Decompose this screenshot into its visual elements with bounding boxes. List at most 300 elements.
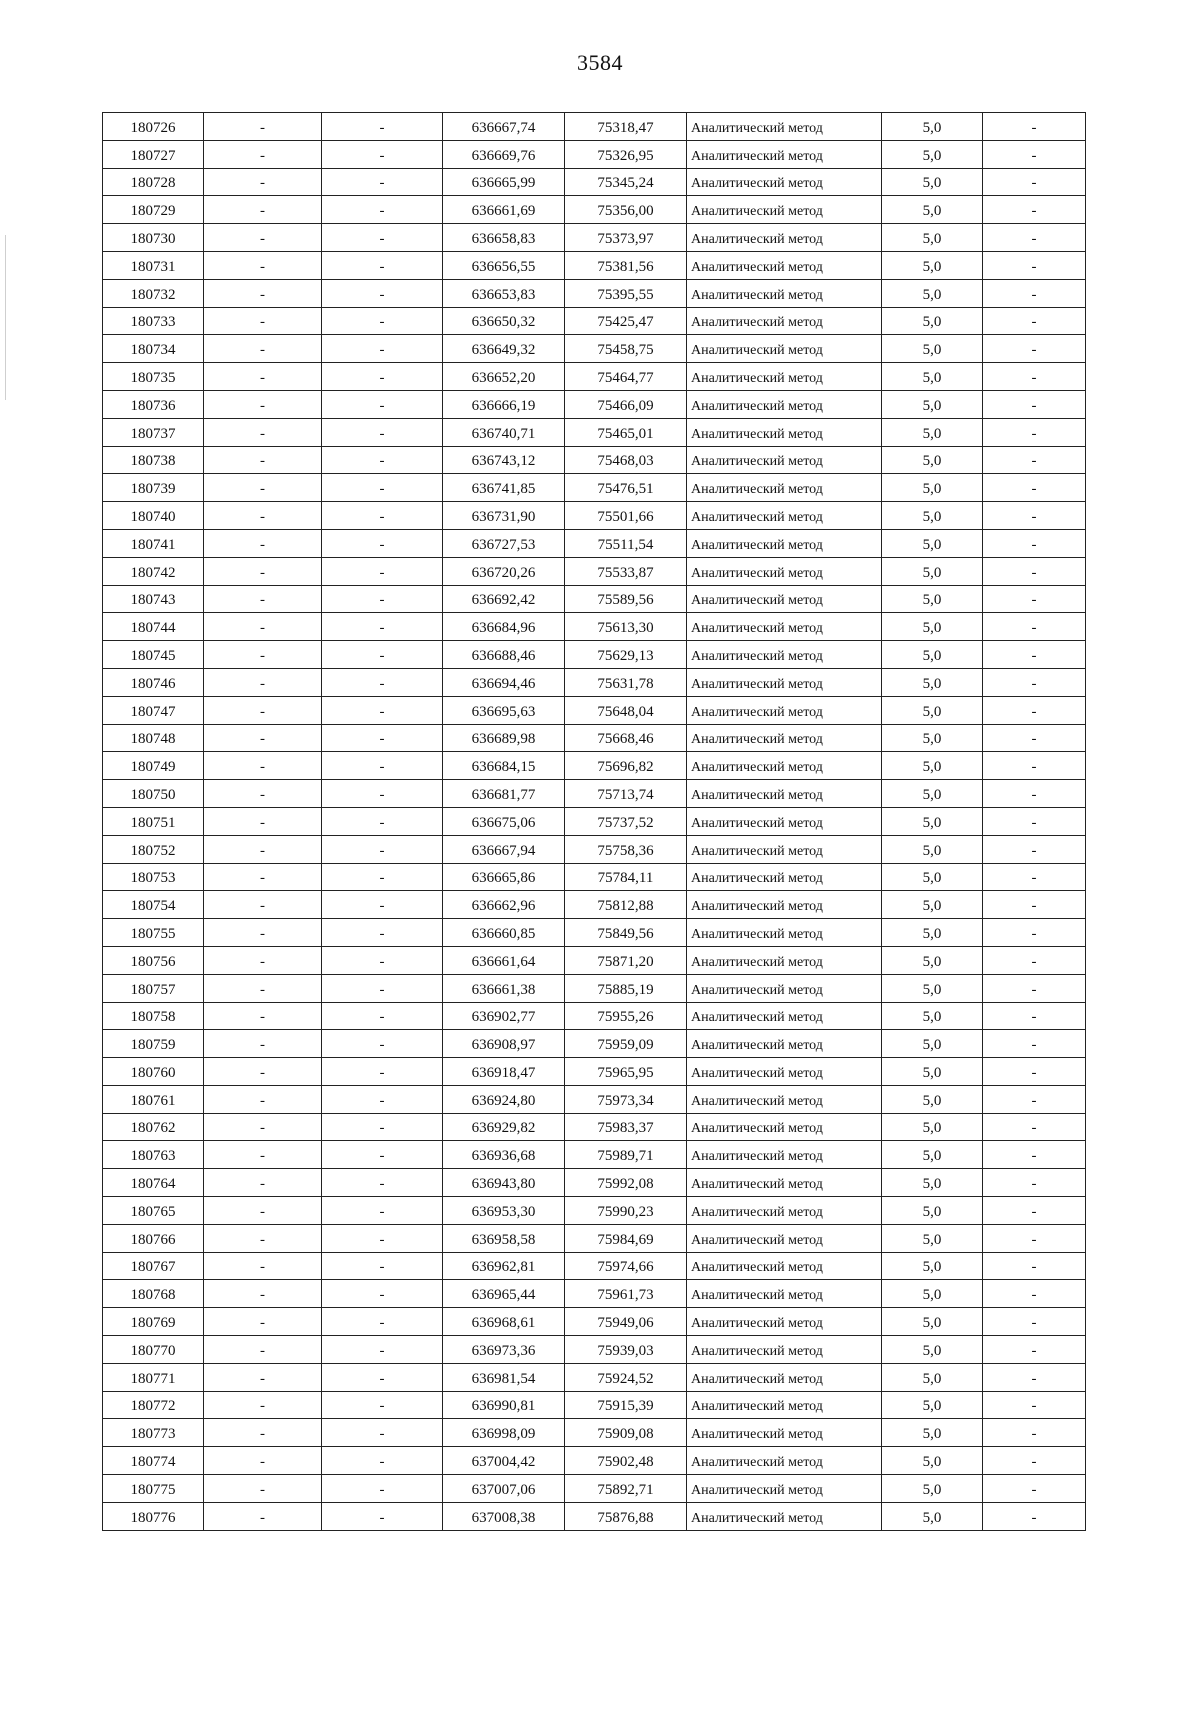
y-coordinate-cell: 75476,51 (565, 474, 687, 502)
method-cell: Аналитический метод (687, 1502, 882, 1530)
empty-value-cell: - (204, 1502, 322, 1530)
empty-value-cell: - (322, 668, 443, 696)
point-number-cell: 180757 (103, 974, 204, 1002)
x-coordinate-cell: 636667,94 (443, 835, 565, 863)
empty-value-cell: - (322, 363, 443, 391)
empty-value-cell: - (204, 1113, 322, 1141)
method-cell: Аналитический метод (687, 863, 882, 891)
accuracy-cell: 5,0 (882, 335, 983, 363)
table-row (103, 1502, 1086, 1530)
empty-value-cell: - (983, 696, 1086, 724)
y-coordinate-cell: 75871,20 (565, 946, 687, 974)
empty-value-cell: - (322, 1475, 443, 1503)
empty-value-cell: - (322, 474, 443, 502)
accuracy-cell: 5,0 (882, 1113, 983, 1141)
x-coordinate-cell: 636692,42 (443, 585, 565, 613)
y-coordinate-cell: 75902,48 (565, 1447, 687, 1475)
table-row (103, 1308, 1086, 1336)
table-row (103, 307, 1086, 335)
empty-value-cell: - (204, 1419, 322, 1447)
method-cell: Аналитический метод (687, 446, 882, 474)
accuracy-cell: 5,0 (882, 279, 983, 307)
table-row (103, 1391, 1086, 1419)
accuracy-cell: 5,0 (882, 780, 983, 808)
method-cell: Аналитический метод (687, 752, 882, 780)
method-cell: Аналитический метод (687, 279, 882, 307)
table-row (103, 168, 1086, 196)
x-coordinate-cell: 636924,80 (443, 1085, 565, 1113)
table-row (103, 668, 1086, 696)
method-cell: Аналитический метод (687, 1280, 882, 1308)
point-number-cell: 180773 (103, 1419, 204, 1447)
accuracy-cell: 5,0 (882, 1419, 983, 1447)
accuracy-cell: 5,0 (882, 613, 983, 641)
point-number-cell: 180743 (103, 585, 204, 613)
empty-value-cell: - (983, 919, 1086, 947)
coordinates-table (102, 112, 1086, 1531)
table-row (103, 1030, 1086, 1058)
method-cell: Аналитический метод (687, 919, 882, 947)
empty-value-cell: - (322, 418, 443, 446)
x-coordinate-cell: 636936,68 (443, 1141, 565, 1169)
point-number-cell: 180744 (103, 613, 204, 641)
table-row (103, 557, 1086, 585)
empty-value-cell: - (322, 307, 443, 335)
x-coordinate-cell: 636669,76 (443, 140, 565, 168)
empty-value-cell: - (322, 1058, 443, 1086)
y-coordinate-cell: 75326,95 (565, 140, 687, 168)
empty-value-cell: - (204, 752, 322, 780)
empty-value-cell: - (204, 279, 322, 307)
accuracy-cell: 5,0 (882, 502, 983, 530)
table-row (103, 279, 1086, 307)
empty-value-cell: - (983, 780, 1086, 808)
method-cell: Аналитический метод (687, 1252, 882, 1280)
empty-value-cell: - (322, 1280, 443, 1308)
empty-value-cell: - (983, 557, 1086, 585)
empty-value-cell: - (322, 502, 443, 530)
empty-value-cell: - (983, 1002, 1086, 1030)
x-coordinate-cell: 636902,77 (443, 1002, 565, 1030)
y-coordinate-cell: 75959,09 (565, 1030, 687, 1058)
method-cell: Аналитический метод (687, 724, 882, 752)
method-cell: Аналитический метод (687, 390, 882, 418)
accuracy-cell: 5,0 (882, 140, 983, 168)
empty-value-cell: - (983, 613, 1086, 641)
method-cell: Аналитический метод (687, 1308, 882, 1336)
point-number-cell: 180759 (103, 1030, 204, 1058)
empty-value-cell: - (983, 1280, 1086, 1308)
point-number-cell: 180776 (103, 1502, 204, 1530)
accuracy-cell: 5,0 (882, 474, 983, 502)
empty-value-cell: - (983, 1058, 1086, 1086)
method-cell: Аналитический метод (687, 1058, 882, 1086)
x-coordinate-cell: 636665,99 (443, 168, 565, 196)
empty-value-cell: - (204, 919, 322, 947)
empty-value-cell: - (983, 1197, 1086, 1225)
x-coordinate-cell: 636731,90 (443, 502, 565, 530)
table-row (103, 1224, 1086, 1252)
y-coordinate-cell: 75631,78 (565, 668, 687, 696)
x-coordinate-cell: 636665,86 (443, 863, 565, 891)
empty-value-cell: - (322, 1308, 443, 1336)
point-number-cell: 180755 (103, 919, 204, 947)
empty-value-cell: - (322, 752, 443, 780)
empty-value-cell: - (204, 307, 322, 335)
method-cell: Аналитический метод (687, 585, 882, 613)
table-row (103, 1113, 1086, 1141)
empty-value-cell: - (322, 279, 443, 307)
empty-value-cell: - (983, 1336, 1086, 1364)
empty-value-cell: - (322, 113, 443, 141)
y-coordinate-cell: 75533,87 (565, 557, 687, 585)
accuracy-cell: 5,0 (882, 1447, 983, 1475)
table-row (103, 1058, 1086, 1086)
x-coordinate-cell: 636650,32 (443, 307, 565, 335)
table-row (103, 585, 1086, 613)
empty-value-cell: - (983, 1475, 1086, 1503)
y-coordinate-cell: 75613,30 (565, 613, 687, 641)
accuracy-cell: 5,0 (882, 946, 983, 974)
empty-value-cell: - (204, 335, 322, 363)
empty-value-cell: - (322, 1197, 443, 1225)
page-number: 3584 (577, 50, 623, 75)
accuracy-cell: 5,0 (882, 1224, 983, 1252)
accuracy-cell: 5,0 (882, 724, 983, 752)
table-row (103, 1336, 1086, 1364)
x-coordinate-cell: 636675,06 (443, 807, 565, 835)
accuracy-cell: 5,0 (882, 974, 983, 1002)
empty-value-cell: - (204, 1308, 322, 1336)
x-coordinate-cell: 636661,69 (443, 196, 565, 224)
table-row (103, 1447, 1086, 1475)
empty-value-cell: - (322, 641, 443, 669)
y-coordinate-cell: 75915,39 (565, 1391, 687, 1419)
empty-value-cell: - (204, 1002, 322, 1030)
x-coordinate-cell: 636660,85 (443, 919, 565, 947)
point-number-cell: 180742 (103, 557, 204, 585)
empty-value-cell: - (204, 891, 322, 919)
accuracy-cell: 5,0 (882, 307, 983, 335)
method-cell: Аналитический метод (687, 1363, 882, 1391)
point-number-cell: 180752 (103, 835, 204, 863)
method-cell: Аналитический метод (687, 807, 882, 835)
empty-value-cell: - (983, 1447, 1086, 1475)
method-cell: Аналитический метод (687, 1169, 882, 1197)
accuracy-cell: 5,0 (882, 168, 983, 196)
empty-value-cell: - (322, 1252, 443, 1280)
point-number-cell: 180764 (103, 1169, 204, 1197)
empty-value-cell: - (983, 168, 1086, 196)
empty-value-cell: - (204, 1280, 322, 1308)
method-cell: Аналитический метод (687, 140, 882, 168)
empty-value-cell: - (322, 1391, 443, 1419)
point-number-cell: 180747 (103, 696, 204, 724)
accuracy-cell: 5,0 (882, 1502, 983, 1530)
y-coordinate-cell: 75511,54 (565, 529, 687, 557)
empty-value-cell: - (322, 557, 443, 585)
accuracy-cell: 5,0 (882, 696, 983, 724)
empty-value-cell: - (983, 891, 1086, 919)
accuracy-cell: 5,0 (882, 835, 983, 863)
method-cell: Аналитический метод (687, 251, 882, 279)
x-coordinate-cell: 636681,77 (443, 780, 565, 808)
empty-value-cell: - (322, 585, 443, 613)
y-coordinate-cell: 75458,75 (565, 335, 687, 363)
x-coordinate-cell: 636968,61 (443, 1308, 565, 1336)
point-number-cell: 180756 (103, 946, 204, 974)
empty-value-cell: - (983, 1085, 1086, 1113)
y-coordinate-cell: 75668,46 (565, 724, 687, 752)
point-number-cell: 180727 (103, 140, 204, 168)
x-coordinate-cell: 636727,53 (443, 529, 565, 557)
empty-value-cell: - (204, 251, 322, 279)
method-cell: Аналитический метод (687, 1391, 882, 1419)
method-cell: Аналитический метод (687, 363, 882, 391)
table-row (103, 113, 1086, 141)
empty-value-cell: - (322, 1419, 443, 1447)
method-cell: Аналитический метод (687, 474, 882, 502)
empty-value-cell: - (322, 724, 443, 752)
method-cell: Аналитический метод (687, 1113, 882, 1141)
accuracy-cell: 5,0 (882, 641, 983, 669)
empty-value-cell: - (204, 1058, 322, 1086)
point-number-cell: 180774 (103, 1447, 204, 1475)
accuracy-cell: 5,0 (882, 585, 983, 613)
table-row (103, 529, 1086, 557)
accuracy-cell: 5,0 (882, 446, 983, 474)
table-row (103, 974, 1086, 1002)
empty-value-cell: - (204, 196, 322, 224)
empty-value-cell: - (322, 1447, 443, 1475)
empty-value-cell: - (322, 446, 443, 474)
empty-value-cell: - (983, 752, 1086, 780)
table-row (103, 1363, 1086, 1391)
empty-value-cell: - (204, 668, 322, 696)
table-row (103, 919, 1086, 947)
point-number-cell: 180726 (103, 113, 204, 141)
accuracy-cell: 5,0 (882, 891, 983, 919)
point-number-cell: 180728 (103, 168, 204, 196)
method-cell: Аналитический метод (687, 1336, 882, 1364)
empty-value-cell: - (322, 1141, 443, 1169)
empty-value-cell: - (983, 1502, 1086, 1530)
y-coordinate-cell: 75629,13 (565, 641, 687, 669)
empty-value-cell: - (322, 1002, 443, 1030)
empty-value-cell: - (322, 835, 443, 863)
x-coordinate-cell: 636653,83 (443, 279, 565, 307)
method-cell: Аналитический метод (687, 641, 882, 669)
y-coordinate-cell: 75974,66 (565, 1252, 687, 1280)
accuracy-cell: 5,0 (882, 224, 983, 252)
table-row (103, 390, 1086, 418)
empty-value-cell: - (204, 474, 322, 502)
empty-value-cell: - (983, 1308, 1086, 1336)
method-cell: Аналитический метод (687, 1447, 882, 1475)
x-coordinate-cell: 636720,26 (443, 557, 565, 585)
accuracy-cell: 5,0 (882, 752, 983, 780)
y-coordinate-cell: 75758,36 (565, 835, 687, 863)
empty-value-cell: - (204, 113, 322, 141)
x-coordinate-cell: 636688,46 (443, 641, 565, 669)
table-row (103, 780, 1086, 808)
point-number-cell: 180729 (103, 196, 204, 224)
x-coordinate-cell: 636990,81 (443, 1391, 565, 1419)
empty-value-cell: - (204, 140, 322, 168)
empty-value-cell: - (983, 113, 1086, 141)
accuracy-cell: 5,0 (882, 196, 983, 224)
point-number-cell: 180739 (103, 474, 204, 502)
point-number-cell: 180754 (103, 891, 204, 919)
point-number-cell: 180741 (103, 529, 204, 557)
x-coordinate-cell: 636689,98 (443, 724, 565, 752)
x-coordinate-cell: 636973,36 (443, 1336, 565, 1364)
empty-value-cell: - (204, 1475, 322, 1503)
accuracy-cell: 5,0 (882, 557, 983, 585)
table-row (103, 1085, 1086, 1113)
empty-value-cell: - (983, 1224, 1086, 1252)
y-coordinate-cell: 75373,97 (565, 224, 687, 252)
point-number-cell: 180766 (103, 1224, 204, 1252)
accuracy-cell: 5,0 (882, 1252, 983, 1280)
empty-value-cell: - (204, 1197, 322, 1225)
empty-value-cell: - (983, 224, 1086, 252)
accuracy-cell: 5,0 (882, 1169, 983, 1197)
y-coordinate-cell: 75812,88 (565, 891, 687, 919)
point-number-cell: 180748 (103, 724, 204, 752)
empty-value-cell: - (204, 613, 322, 641)
empty-value-cell: - (322, 974, 443, 1002)
empty-value-cell: - (983, 196, 1086, 224)
table-row (103, 807, 1086, 835)
empty-value-cell: - (204, 1141, 322, 1169)
table-body (103, 113, 1086, 1531)
empty-value-cell: - (204, 1363, 322, 1391)
table-row (103, 613, 1086, 641)
x-coordinate-cell: 636908,97 (443, 1030, 565, 1058)
y-coordinate-cell: 75466,09 (565, 390, 687, 418)
y-coordinate-cell: 75973,34 (565, 1085, 687, 1113)
table-row (103, 1141, 1086, 1169)
empty-value-cell: - (322, 891, 443, 919)
empty-value-cell: - (322, 390, 443, 418)
empty-value-cell: - (204, 1085, 322, 1113)
y-coordinate-cell: 75909,08 (565, 1419, 687, 1447)
y-coordinate-cell: 75356,00 (565, 196, 687, 224)
empty-value-cell: - (204, 418, 322, 446)
empty-value-cell: - (204, 529, 322, 557)
point-number-cell: 180769 (103, 1308, 204, 1336)
x-coordinate-cell: 636652,20 (443, 363, 565, 391)
x-coordinate-cell: 636741,85 (443, 474, 565, 502)
table-row (103, 335, 1086, 363)
y-coordinate-cell: 75984,69 (565, 1224, 687, 1252)
x-coordinate-cell: 636998,09 (443, 1419, 565, 1447)
empty-value-cell: - (204, 1224, 322, 1252)
table-row (103, 1280, 1086, 1308)
accuracy-cell: 5,0 (882, 919, 983, 947)
empty-value-cell: - (983, 863, 1086, 891)
point-number-cell: 180750 (103, 780, 204, 808)
x-coordinate-cell: 636743,12 (443, 446, 565, 474)
empty-value-cell: - (983, 335, 1086, 363)
empty-value-cell: - (983, 724, 1086, 752)
empty-value-cell: - (983, 641, 1086, 669)
accuracy-cell: 5,0 (882, 1336, 983, 1364)
empty-value-cell: - (322, 1336, 443, 1364)
method-cell: Аналитический метод (687, 613, 882, 641)
empty-value-cell: - (322, 1169, 443, 1197)
accuracy-cell: 5,0 (882, 1197, 983, 1225)
method-cell: Аналитический метод (687, 557, 882, 585)
x-coordinate-cell: 636656,55 (443, 251, 565, 279)
method-cell: Аналитический метод (687, 696, 882, 724)
method-cell: Аналитический метод (687, 224, 882, 252)
empty-value-cell: - (983, 1391, 1086, 1419)
point-number-cell: 180751 (103, 807, 204, 835)
y-coordinate-cell: 75345,24 (565, 168, 687, 196)
empty-value-cell: - (204, 780, 322, 808)
accuracy-cell: 5,0 (882, 1085, 983, 1113)
x-coordinate-cell: 636981,54 (443, 1363, 565, 1391)
y-coordinate-cell: 75876,88 (565, 1502, 687, 1530)
table-row (103, 1419, 1086, 1447)
accuracy-cell: 5,0 (882, 863, 983, 891)
accuracy-cell: 5,0 (882, 807, 983, 835)
method-cell: Аналитический метод (687, 1002, 882, 1030)
y-coordinate-cell: 75939,03 (565, 1336, 687, 1364)
table-row (103, 641, 1086, 669)
empty-value-cell: - (204, 863, 322, 891)
empty-value-cell: - (322, 140, 443, 168)
accuracy-cell: 5,0 (882, 1308, 983, 1336)
empty-value-cell: - (322, 1030, 443, 1058)
y-coordinate-cell: 75737,52 (565, 807, 687, 835)
empty-value-cell: - (983, 807, 1086, 835)
table-row (103, 224, 1086, 252)
y-coordinate-cell: 75648,04 (565, 696, 687, 724)
point-number-cell: 180745 (103, 641, 204, 669)
empty-value-cell: - (204, 946, 322, 974)
table-row (103, 696, 1086, 724)
x-coordinate-cell: 636667,74 (443, 113, 565, 141)
accuracy-cell: 5,0 (882, 363, 983, 391)
empty-value-cell: - (322, 919, 443, 947)
empty-value-cell: - (204, 168, 322, 196)
point-number-cell: 180738 (103, 446, 204, 474)
empty-value-cell: - (322, 613, 443, 641)
accuracy-cell: 5,0 (882, 1058, 983, 1086)
empty-value-cell: - (204, 1391, 322, 1419)
point-number-cell: 180758 (103, 1002, 204, 1030)
y-coordinate-cell: 75885,19 (565, 974, 687, 1002)
empty-value-cell: - (322, 168, 443, 196)
y-coordinate-cell: 75949,06 (565, 1308, 687, 1336)
y-coordinate-cell: 75589,56 (565, 585, 687, 613)
empty-value-cell: - (983, 251, 1086, 279)
method-cell: Аналитический метод (687, 168, 882, 196)
x-coordinate-cell: 637007,06 (443, 1475, 565, 1503)
empty-value-cell: - (983, 1141, 1086, 1169)
y-coordinate-cell: 75501,66 (565, 502, 687, 530)
accuracy-cell: 5,0 (882, 418, 983, 446)
point-number-cell: 180740 (103, 502, 204, 530)
table-row (103, 251, 1086, 279)
empty-value-cell: - (983, 140, 1086, 168)
method-cell: Аналитический метод (687, 1141, 882, 1169)
y-coordinate-cell: 75395,55 (565, 279, 687, 307)
empty-value-cell: - (322, 863, 443, 891)
